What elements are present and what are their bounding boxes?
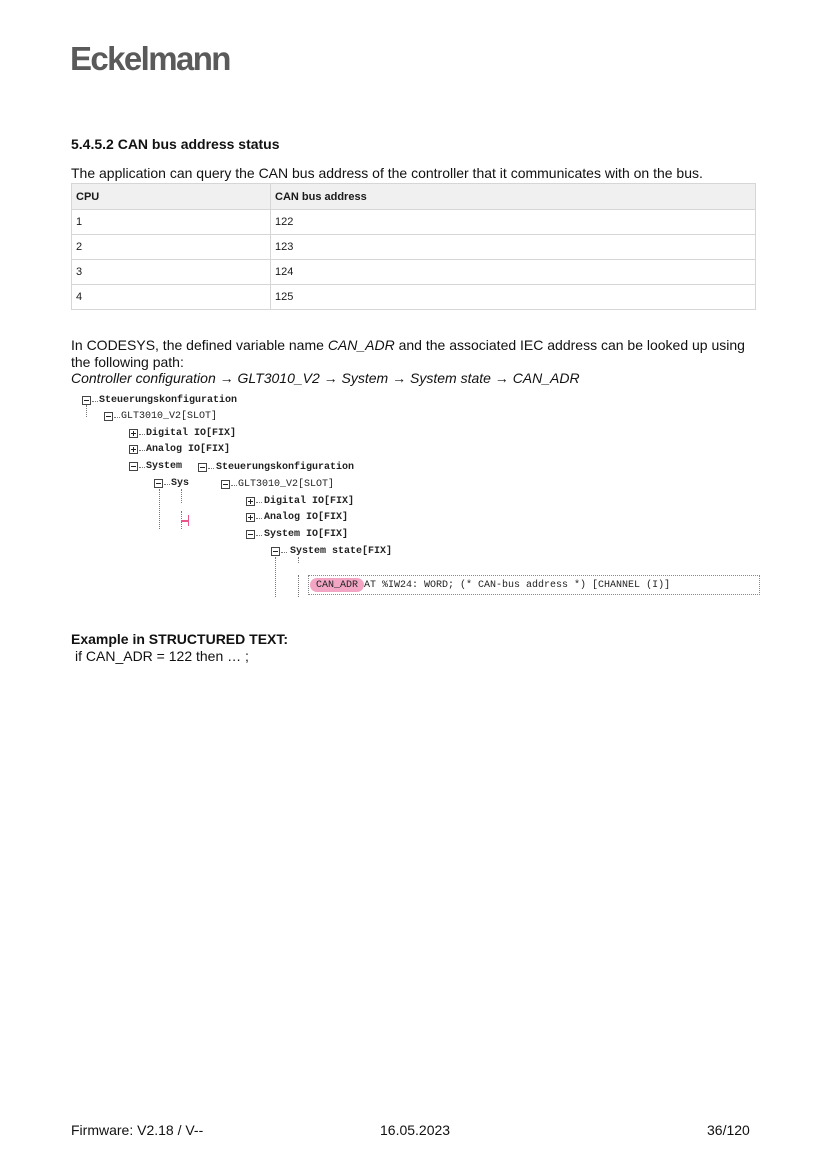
variable-name: CAN_ADR [327, 337, 395, 353]
codesys-tree-screenshot [70, 393, 760, 603]
expand-icon [129, 429, 138, 438]
cpu-cell: 3 [72, 260, 271, 285]
expand-icon [246, 497, 255, 506]
configuration-path: Controller configuration → GLT3010_V2 → System → System state → CAN_ADR [71, 370, 580, 386]
tree-node-analog: Analog IO[FIX] [146, 444, 231, 455]
collapse-icon [154, 479, 163, 488]
collapse-icon [246, 530, 255, 539]
cpu-cell: 1 [72, 210, 271, 235]
expand-icon [129, 445, 138, 454]
footer-page-number: 36/120 [707, 1122, 750, 1138]
tree-node-slot: GLT3010_V2[SLOT] [238, 479, 335, 490]
collapse-icon [104, 412, 113, 421]
expand-icon [246, 513, 255, 522]
table-row [72, 285, 756, 310]
tree-node-root: Steuerungskonfiguration [216, 462, 355, 473]
eckelmann-logo: Eckelmann [70, 40, 230, 77]
collapse-icon [271, 547, 280, 556]
variable-declaration: AT %IW24: WORD; (* CAN-bus address *) [CHANNEL (I)] [358, 580, 671, 591]
table-row [72, 235, 756, 260]
tree-node-system-state: System state[FIX] [290, 546, 393, 557]
example-code: if CAN_ADR = 122 then … ; [75, 648, 249, 664]
footer-firmware: Firmware: V2.18 / V-- [71, 1122, 204, 1138]
collapse-icon [198, 463, 207, 472]
address-cell: 122 [271, 210, 756, 235]
tree-node-slot: GLT3010_V2[SLOT] [121, 411, 218, 422]
collapse-icon [129, 462, 138, 471]
tree-variable-line [316, 580, 670, 592]
column-header-can-address: CAN bus address [271, 184, 756, 210]
can-address-table [71, 183, 756, 310]
tree-node-digital: Digital IO[FIX] [146, 428, 237, 439]
collapse-icon [221, 480, 230, 489]
table-header-row [72, 184, 756, 210]
tree-node-digital: Digital IO[FIX] [264, 496, 355, 507]
cpu-cell: 2 [72, 235, 271, 260]
section-heading: 5.4.5.2 CAN bus address status [71, 136, 280, 152]
tree-node-root: Steuerungskonfiguration [99, 395, 238, 406]
cpu-cell: 4 [72, 285, 271, 310]
tree-node-sys: Sys [171, 478, 190, 489]
tree-node-system-io: System IO[FIX] [264, 529, 349, 540]
tree-node-analog: Analog IO[FIX] [264, 512, 349, 523]
highlight-marker [188, 515, 189, 526]
address-cell: 124 [271, 260, 756, 285]
codesys-paragraph [71, 337, 761, 371]
collapse-icon [82, 396, 91, 405]
example-heading: Example in STRUCTURED TEXT: [71, 631, 289, 647]
address-cell: 123 [271, 235, 756, 260]
column-header-cpu: CPU [72, 184, 271, 210]
para-text-before: In CODESYS, the defined variable name [71, 337, 328, 353]
tree-node-system: System [146, 461, 183, 472]
para-text-after: and the associated IEC address can be looked up using the following path: [71, 337, 745, 370]
table-row [72, 210, 756, 235]
variable-name: CAN_ADR [316, 580, 359, 591]
footer-date: 16.05.2023 [380, 1122, 451, 1138]
table-row [72, 260, 756, 285]
intro-text: The application can query the CAN bus address of the controller that it communicates with on the bus. [71, 165, 703, 181]
address-cell: 125 [271, 285, 756, 310]
